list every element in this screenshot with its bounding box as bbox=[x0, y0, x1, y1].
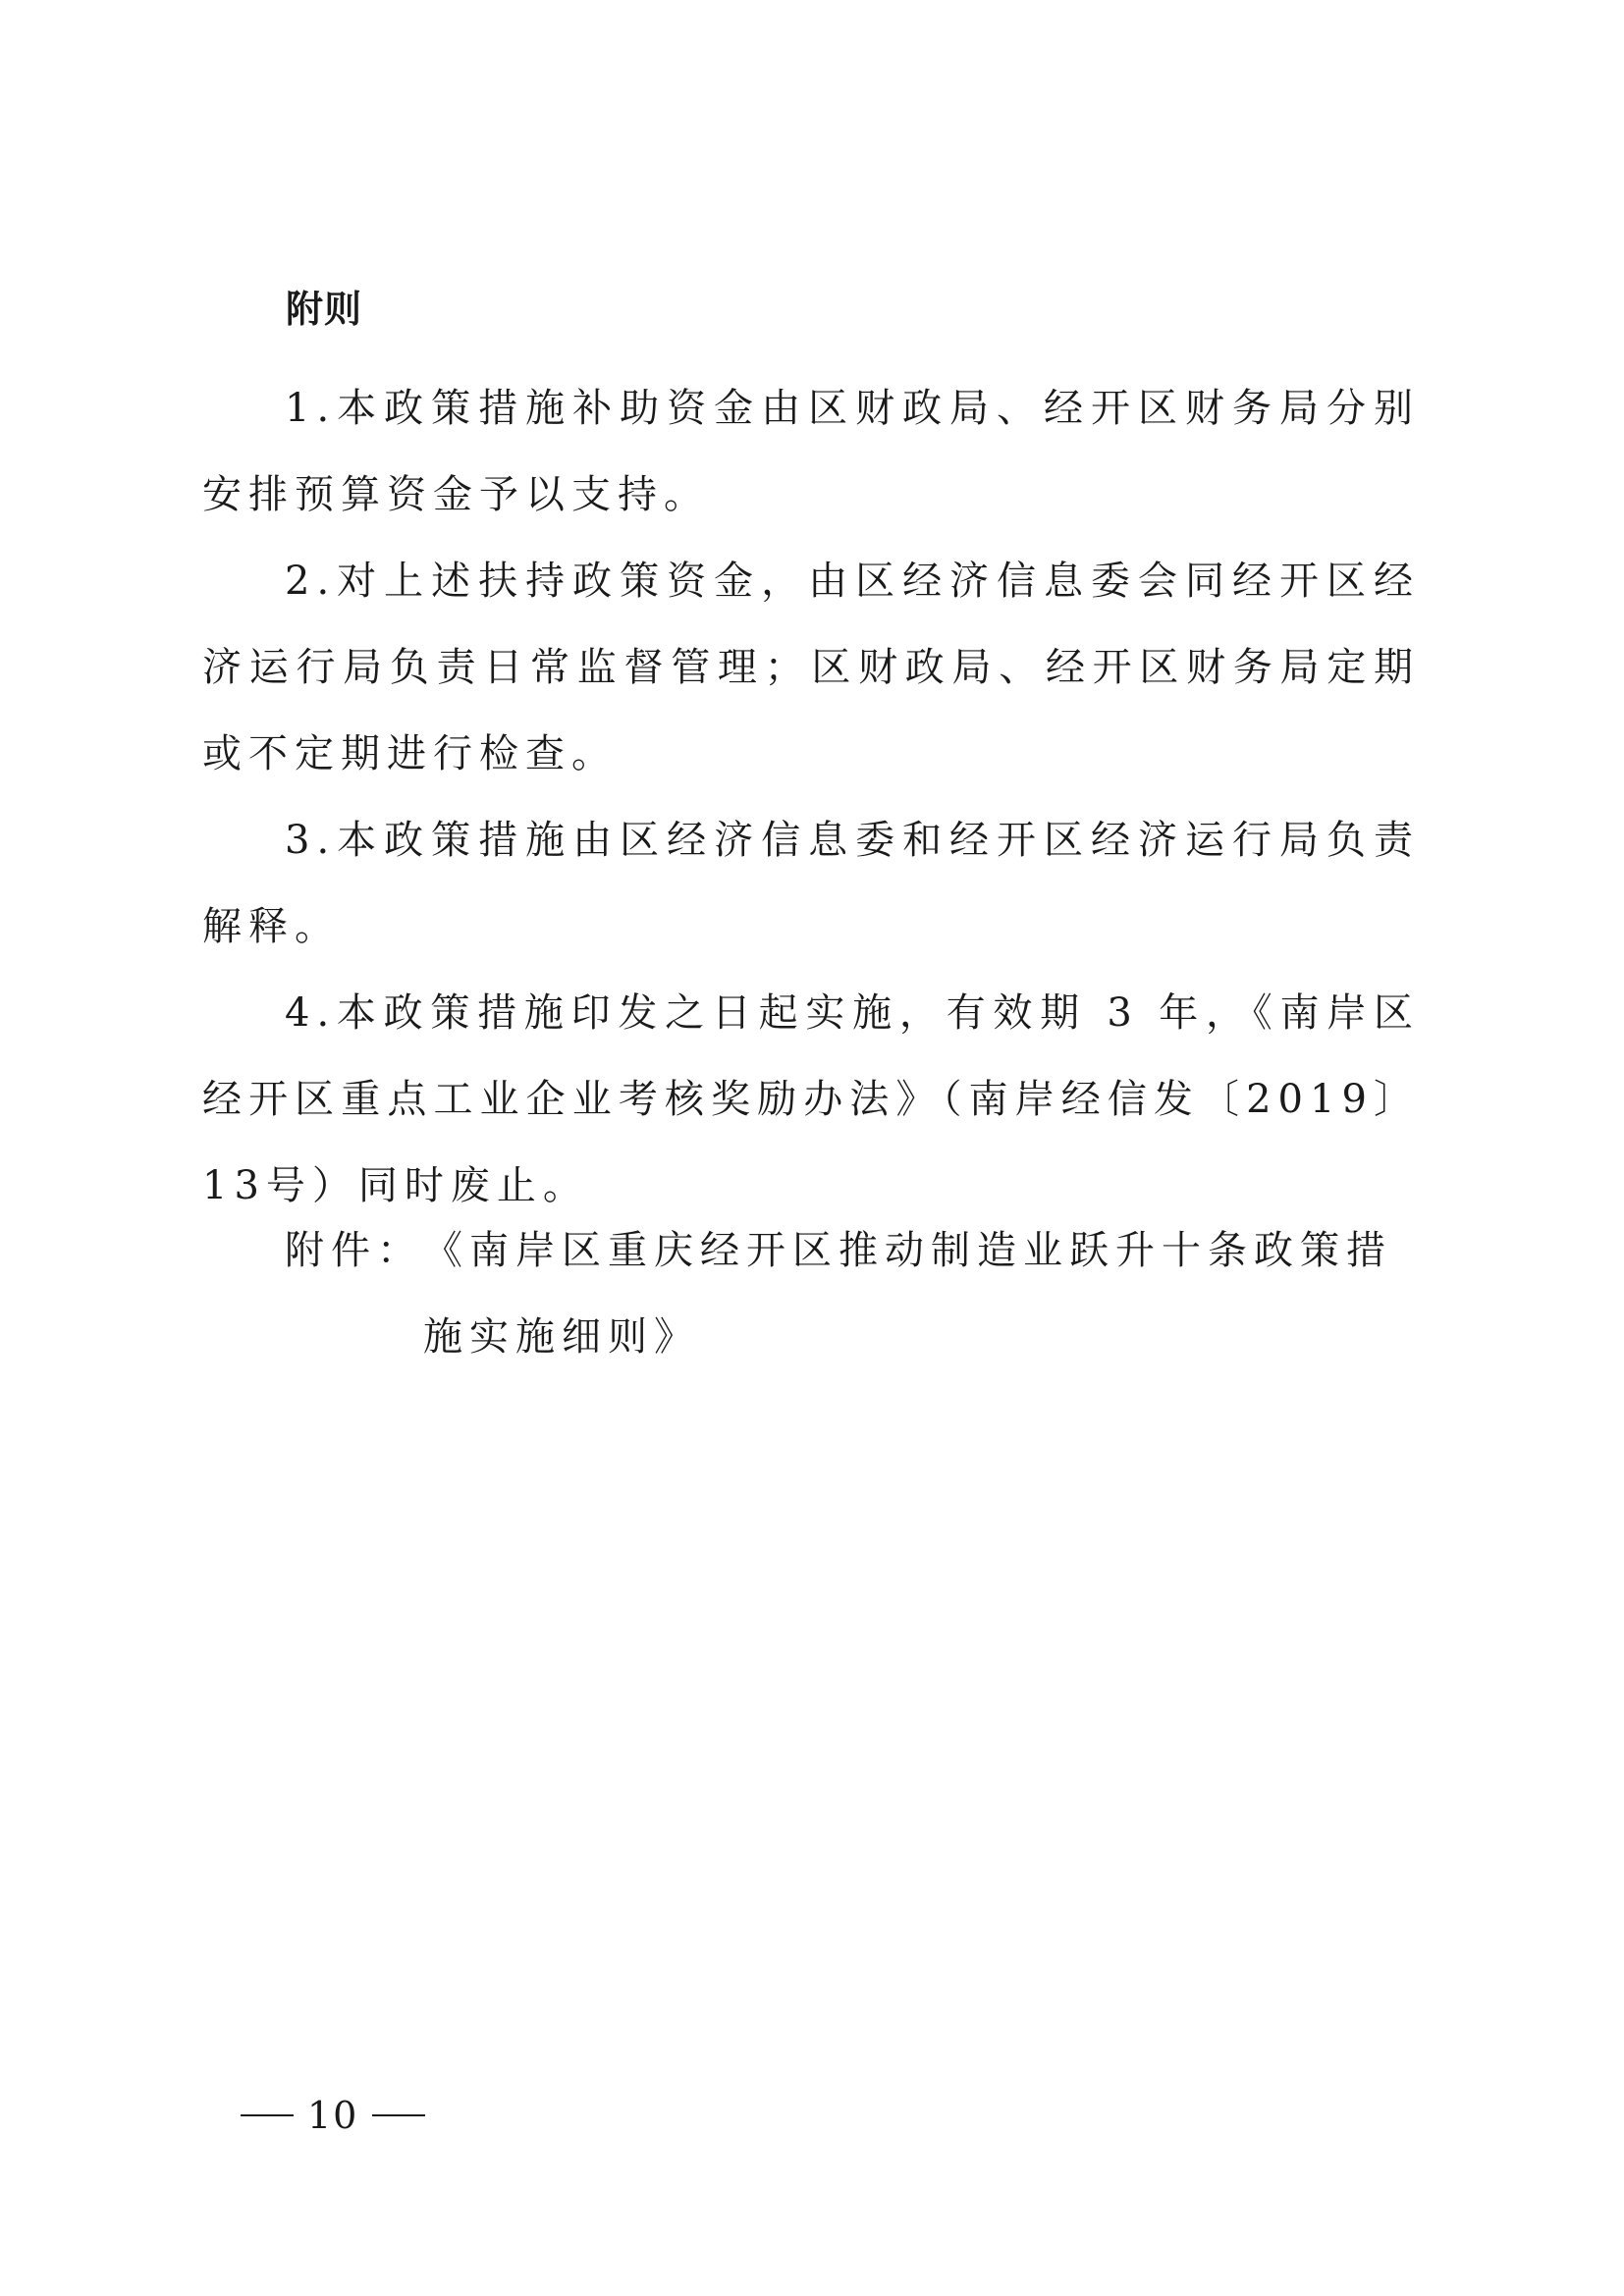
attachment-note bbox=[285, 1207, 1424, 1380]
body-text bbox=[202, 365, 1420, 1229]
page-footer bbox=[241, 2091, 425, 2140]
paragraph-3: 3.本政策措施由区经济信息委和经开区经济运行局负责解释。 bbox=[202, 818, 1420, 949]
paragraph-1: 1.本政策措施补助资金由区财政局、经开区财务局分别安排预算资金予以支持。 bbox=[202, 386, 1420, 517]
paragraph-2: 2.对上述扶持政策资金，由区经济信息委会同经开区经济运行局负责日常监督管理；区财政局、经开区财务局定期或不定期进行检查。 bbox=[202, 559, 1420, 776]
dash-left bbox=[241, 2114, 294, 2116]
paragraph-4: 4.本政策措施印发之日起实施，有效期 3 年，《南岸区经开区重点工业企业考核奖励办法》（南岸经信发〔2019〕13号）同时废止。 bbox=[202, 990, 1420, 1208]
dash-right bbox=[372, 2114, 425, 2116]
page-number: 10 bbox=[307, 2094, 359, 2137]
section-heading: 附则 bbox=[286, 288, 363, 331]
attachment-label: 附件： bbox=[285, 1228, 423, 1273]
attachment-title: 《南岸区重庆经开区推动制造业跃升十条政策措施实施细则》 bbox=[423, 1228, 1392, 1360]
